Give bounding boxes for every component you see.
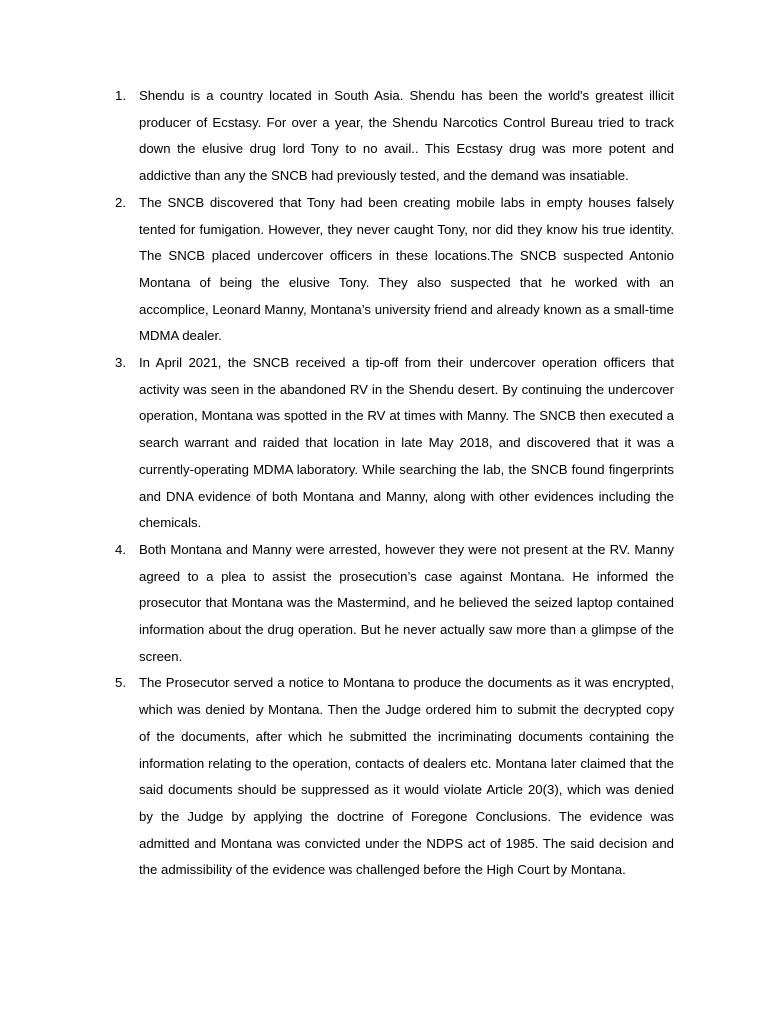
list-item-number: 4. — [115, 541, 126, 557]
list-item-number: 1. — [115, 88, 126, 103]
list-item — [108, 537, 674, 671]
list-item — [108, 190, 674, 350]
list-item — [108, 350, 674, 537]
list-item — [108, 670, 674, 884]
list-item-text: The Prosecutor served a notice to Montana to produce the documents as it was encrypted, which was denied by Montana. Then the Judge ordered him to submit the decrypted copy of the documents, after which he submitted the incriminating documents containing the information relating to the operation, contacts of dealers etc. Montana later claimed that the said documents should be suppressed as it would violate Article 20(3), which was denied by the Judge by applying the doctrine of Foregone Conclusions. The evidence was admitted and Montana was convicted under the NDPS act of 1985. The said decision and the admissibility of the evidence was challenged before the High Court by Montana. — [139, 675, 674, 878]
list-item-text: Shendu is a country located in South Asia. Shendu has been the world's greatest illicit producer of Ecstasy. For over a year, the Shendu Narcotics Control Bureau tried to track down the elusive drug lord Tony to no avail.. This Ecstasy drug was more potent and addictive than any the SNCB had previously tested, and the demand was insatiable. — [139, 88, 674, 184]
list-item-number: 3. — [115, 355, 126, 371]
list-item-number: 2. — [115, 194, 126, 210]
list-item-text: Both Montana and Manny were arrested, however they were not present at the RV. Manny agreed to a plea to assist the prosecution’s case against Montana. He informed the prosecutor that Montana was the Mastermind, and he believed the seized laptop contained information about the drug operation. But he never actually saw more than a glimpse of the screen. — [139, 541, 674, 664]
facts-list — [108, 83, 674, 884]
list-item-text: The SNCB discovered that Tony had been creating mobile labs in empty houses falsely tented for fumigation. However, they never caught Tony, nor did they know his true identity. The SNCB placed undercover officers in these locations.The SNCB suspected Antonio Montana of being the elusive Tony. They also suspected that he worked with an accomplice, Leonard Manny, Montana’s university friend and already known as a small-time MDMA dealer. — [139, 194, 674, 344]
list-item-text: In April 2021, the SNCB received a tip-off from their undercover operation officers that activity was seen in the abandoned RV in the Shendu desert. By continuing the undercover operation, Montana was spotted in the RV at times with Manny. The SNCB then executed a search warrant and raided that location in late May 2018, and discovered that it was a currently-operating MDMA laboratory. While searching the lab, the SNCB found fingerprints and DNA evidence of both Montana and Manny, along with other evidences including the chemicals. — [139, 355, 674, 531]
list-item-number: 5. — [115, 675, 126, 691]
list-item — [108, 83, 674, 190]
